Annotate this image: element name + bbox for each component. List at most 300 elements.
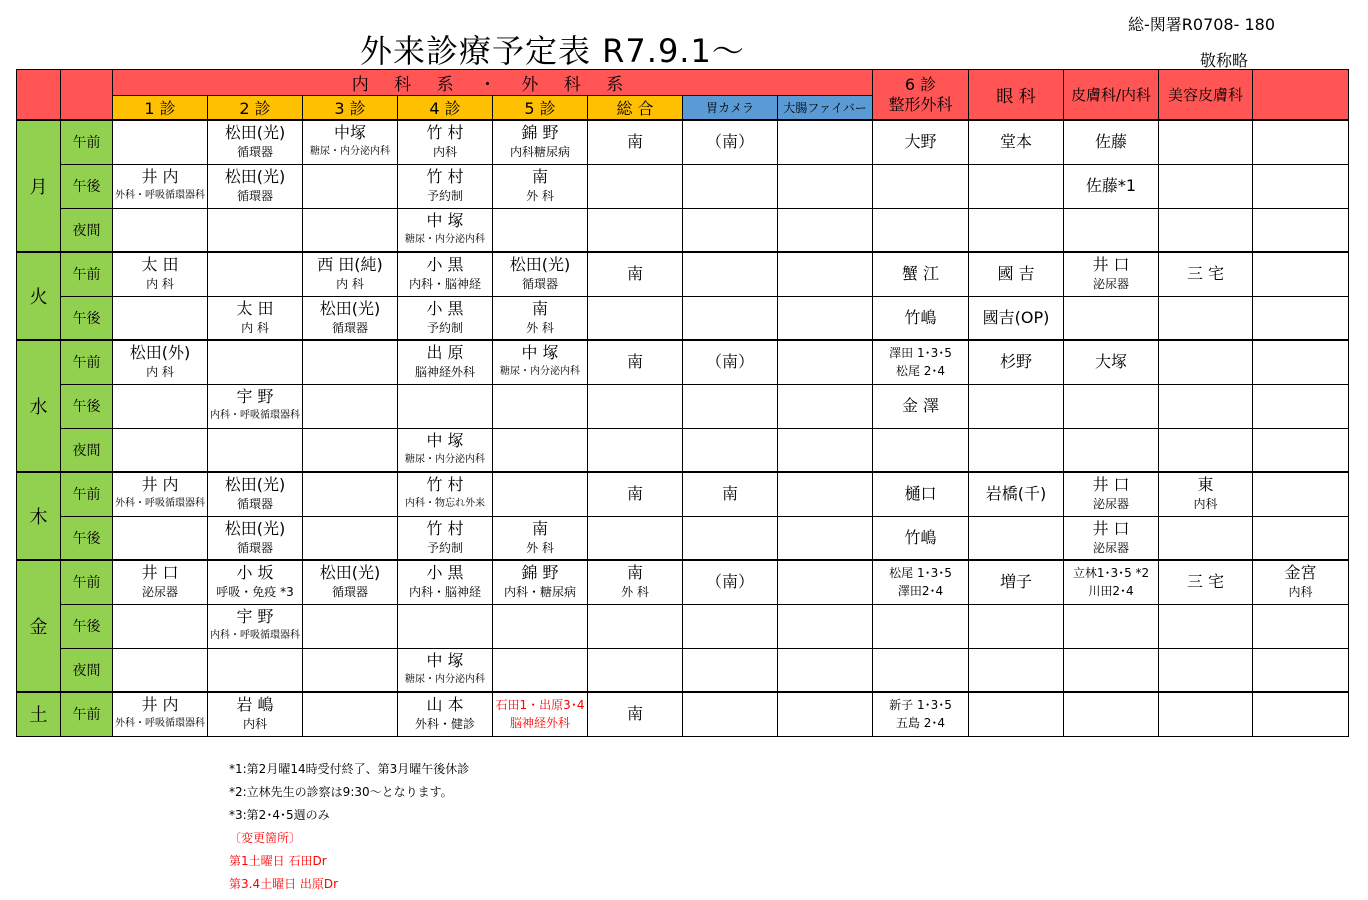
period-night: 夜間: [61, 208, 113, 252]
doctor-name: 太 田: [236, 298, 274, 318]
change-note-2: 第3.4土曜日 出原Dr: [229, 877, 339, 891]
period-am: 午前: [61, 692, 113, 736]
doctor-name: 太 田: [141, 255, 179, 275]
doctor-name: 大野: [904, 132, 937, 152]
cell: [398, 428, 493, 472]
doctor-name: （南）: [705, 352, 754, 372]
specialty: 外 科: [526, 189, 554, 203]
cell: [398, 384, 493, 428]
cell: [778, 560, 873, 604]
cell: [113, 296, 208, 340]
doctor-name: 松田(光): [224, 123, 286, 143]
period-am: 午前: [61, 252, 113, 296]
table-row: [17, 604, 1349, 648]
doctor-name: 井 口: [1092, 518, 1130, 538]
cell: [778, 384, 873, 428]
doctor-name: 中塚: [333, 123, 366, 143]
cell: [873, 560, 969, 604]
cell: [683, 516, 778, 560]
cell: [113, 384, 208, 428]
cell: [1064, 428, 1159, 472]
cell: [398, 164, 493, 208]
doctor-name: 佐藤*1: [1085, 176, 1137, 195]
cell: [969, 516, 1064, 560]
cell: [588, 384, 683, 428]
doctor-name: 南: [626, 352, 643, 372]
table-row: [17, 648, 1349, 692]
cell: [1253, 560, 1349, 604]
header-colonoscopy: 大腸ファイバー: [778, 96, 873, 121]
doctor-name: 杉野: [999, 352, 1032, 372]
cell: [1159, 648, 1253, 692]
cell: [493, 428, 588, 472]
cell: [683, 560, 778, 604]
specialty: 外科・呼吸循環器科: [115, 498, 205, 510]
period-am: 午前: [61, 120, 113, 164]
cell: [683, 472, 778, 516]
doctor-name: 竹 村: [426, 167, 464, 186]
cell: [969, 340, 1064, 384]
cell: [208, 560, 303, 604]
header-room-2: 2 診: [208, 96, 303, 121]
doctor-name: 國 吉: [997, 264, 1035, 284]
doctor-name: （南）: [705, 132, 754, 152]
cell: [1159, 560, 1253, 604]
cell: [588, 164, 683, 208]
cell: [303, 120, 398, 164]
cell: [969, 692, 1064, 736]
cell: [113, 472, 208, 516]
specialty: 循環器: [521, 277, 558, 292]
specialty: 糖尿・内分泌内科: [500, 366, 580, 378]
header-sixth-label: 6 診: [904, 74, 937, 94]
cell: [493, 648, 588, 692]
cell: [303, 604, 398, 648]
day-tue: 火: [17, 252, 61, 340]
specialty: 外 科: [526, 540, 554, 555]
cell: [493, 560, 588, 604]
specialty: 内科: [242, 717, 267, 732]
table-row: [17, 692, 1349, 736]
period-night: 夜間: [61, 648, 113, 692]
cell: [1253, 340, 1349, 384]
doctor-name: 金宮: [1284, 563, 1317, 583]
cell: [778, 604, 873, 648]
period-pm: 午後: [61, 384, 113, 428]
period-am: 午前: [61, 560, 113, 604]
cell: [1253, 164, 1349, 208]
header-sixth-orthopedics: [873, 70, 969, 121]
cell: [873, 252, 969, 296]
cell: [1064, 384, 1159, 428]
doctor-name: 南: [531, 167, 548, 186]
specialty: 外 科: [526, 320, 554, 335]
cell: [208, 648, 303, 692]
cell: [208, 296, 303, 340]
doctor-name: 小 黒: [426, 255, 464, 275]
doctor-name: 松田(光): [319, 298, 381, 318]
cell: [1159, 384, 1253, 428]
cell: [208, 516, 303, 560]
specialty: 内 科: [146, 277, 174, 292]
specialty: 外科・健診: [414, 717, 475, 732]
footnote-1: *1:第2月曜14時受付終了、第3月曜午後休診: [229, 762, 470, 776]
header-gastroscope: 胃カメラ: [683, 96, 778, 121]
cell: [588, 604, 683, 648]
specialty: 内科・呼吸循環器科: [210, 630, 300, 641]
period-am: 午前: [61, 340, 113, 384]
cell: [588, 428, 683, 472]
cell: [1064, 340, 1159, 384]
doctor-name: 出 原: [426, 343, 464, 363]
cell: [778, 120, 873, 164]
header-orthopedics-label: 整形外科: [888, 94, 953, 114]
header-room-3: 3 診: [303, 96, 398, 121]
change-note-1: 第1土曜日 石田Dr: [229, 854, 327, 868]
cell: [778, 252, 873, 296]
cell: [1064, 648, 1159, 692]
header-room-5: 5 診: [493, 96, 588, 121]
specialty: 循環器: [236, 189, 273, 203]
doctor-schedule: 松尾 1･3･5: [889, 566, 952, 581]
header-eye: 眼 科: [969, 70, 1064, 121]
period-pm: 午後: [61, 296, 113, 340]
cell: [1159, 516, 1253, 560]
doctor-name: 中 塚: [426, 650, 464, 670]
cell: [113, 208, 208, 252]
cell: [208, 384, 303, 428]
cell: [493, 340, 588, 384]
doctor-name: 金 澤: [901, 396, 940, 415]
cell: [493, 604, 588, 648]
cell: [1253, 516, 1349, 560]
header-dermatology: 皮膚科/内科: [1064, 70, 1159, 121]
cell: [398, 472, 493, 516]
footnote-2: *2:立林先生の診察は9:30～となります。: [229, 785, 453, 799]
doctor-name: 山 本: [426, 695, 464, 715]
cell: [398, 648, 493, 692]
cell: [778, 692, 873, 736]
cell: [873, 604, 969, 648]
specialty: 予約制: [426, 189, 463, 203]
doctor-name: 佐藤: [1094, 132, 1127, 152]
cell: [208, 164, 303, 208]
cell: [113, 340, 208, 384]
cell: [683, 648, 778, 692]
doctor-name: 松田(光): [319, 563, 381, 583]
cell: [113, 604, 208, 648]
cell: [113, 692, 208, 736]
doctor-name: 蟹 江: [901, 264, 940, 284]
doctor-schedule: 立林1･3･5 *2: [1072, 566, 1150, 581]
cell: [493, 164, 588, 208]
doctor-schedule: 澤田 1･3･5: [889, 346, 952, 361]
cell: [588, 252, 683, 296]
cell: [969, 208, 1064, 252]
cell: [1064, 120, 1159, 164]
cell: [1253, 472, 1349, 516]
cell: [588, 516, 683, 560]
cell: [1064, 692, 1159, 736]
specialty: 糖尿・内分泌内科: [310, 146, 390, 158]
schedule-table: [16, 69, 1349, 737]
specialty: 内科・糖尿病: [503, 585, 576, 600]
doctor-name: 小 黒: [426, 563, 464, 583]
doctor-name: 井 内: [141, 695, 179, 715]
header-general: 総 合: [588, 96, 683, 121]
cell: [1159, 472, 1253, 516]
doctor-name: 宇 野: [236, 387, 274, 406]
cell: [588, 472, 683, 516]
cell: [398, 208, 493, 252]
specialty: 糖尿・内分泌内科: [405, 453, 485, 465]
table-row: [17, 472, 1349, 516]
doctor-schedule: 新子 1･3･5: [889, 698, 952, 713]
cell: [969, 120, 1064, 164]
doctor-name: 竹嶋: [904, 307, 937, 327]
doctor-name: 小 黒: [426, 298, 464, 318]
cell: [969, 164, 1064, 208]
changes-heading: 〔変更箇所〕: [229, 831, 302, 845]
specialty: 循環器: [236, 540, 273, 555]
footnote-3: *3:第2･4･5週のみ: [229, 808, 330, 822]
cell: [1253, 692, 1349, 736]
specialty: 予約制: [426, 320, 463, 335]
doctor-schedule-changed: 石田1・出原3･4: [495, 698, 585, 713]
cell: [683, 164, 778, 208]
specialty: 内科・脳神経: [408, 585, 481, 600]
cell: [1253, 604, 1349, 648]
specialty: 泌尿器: [1092, 540, 1129, 555]
cell: [1159, 164, 1253, 208]
cell: [398, 296, 493, 340]
cell: [208, 604, 303, 648]
cell: [208, 208, 303, 252]
doctor-name: 松田(光): [509, 255, 571, 275]
cell: [1253, 384, 1349, 428]
cell: [1159, 208, 1253, 252]
cell: [969, 428, 1064, 472]
header-room-4: 4 診: [398, 96, 493, 121]
specialty: 脳神経外科: [414, 365, 475, 380]
doctor-name: 井 口: [1092, 255, 1130, 275]
specialty: 内科・脳神経: [408, 277, 481, 292]
corner-cell-2: [61, 70, 113, 121]
cell: [303, 472, 398, 516]
specialty: 糖尿・内分泌内科: [405, 673, 485, 685]
day-thu: 木: [17, 472, 61, 560]
cell: [1253, 208, 1349, 252]
specialty: 内 科: [241, 320, 269, 335]
table-row: [17, 560, 1349, 604]
footnotes: [229, 762, 469, 900]
cell: [113, 516, 208, 560]
table-row: [17, 384, 1349, 428]
doctor-name: 井 口: [1092, 475, 1130, 495]
cell: [683, 604, 778, 648]
cell: [208, 252, 303, 296]
cell: [1253, 428, 1349, 472]
cell: [1064, 604, 1159, 648]
specialty: 内科糖尿病: [509, 145, 570, 160]
cell: [588, 296, 683, 340]
doctor-name: 南: [626, 563, 643, 583]
period-pm: 午後: [61, 604, 113, 648]
cell: [493, 120, 588, 164]
cell: [398, 692, 493, 736]
cell: [1064, 164, 1159, 208]
cell: [493, 692, 588, 736]
cell: [398, 120, 493, 164]
cell: [398, 516, 493, 560]
cell: [398, 604, 493, 648]
doctor-name: 中 塚: [521, 343, 559, 363]
doctor-name: 南: [626, 132, 643, 152]
cell: [493, 516, 588, 560]
doctor-schedule: 川田2･4: [1088, 584, 1134, 599]
doctor-schedule: 松尾 2･4: [895, 364, 946, 379]
cell: [969, 296, 1064, 340]
cell: [683, 120, 778, 164]
doctor-name: 岩 嶋: [236, 695, 274, 715]
cell: [778, 296, 873, 340]
specialty: 泌尿器: [1092, 497, 1129, 512]
doctor-name: 竹嶋: [904, 527, 937, 547]
cell: [778, 472, 873, 516]
cell: [303, 252, 398, 296]
doctor-name: 宇 野: [236, 607, 274, 626]
cell: [113, 164, 208, 208]
doctor-name: 南: [626, 264, 643, 284]
cell: [398, 560, 493, 604]
doctor-schedule: 五島 2･4: [895, 716, 946, 731]
cell: [1159, 296, 1253, 340]
doctor-name: 松田(外): [129, 343, 191, 363]
cell: [683, 428, 778, 472]
cell: [683, 692, 778, 736]
cell: [778, 340, 873, 384]
cell: [1064, 560, 1159, 604]
cell: [873, 516, 969, 560]
cell: [588, 648, 683, 692]
period-pm: 午後: [61, 164, 113, 208]
doctor-name: 増子: [999, 572, 1032, 592]
specialty: 呼吸・免疫 *3: [216, 585, 294, 600]
specialty: 循環器: [236, 497, 273, 512]
day-fri: 金: [17, 560, 61, 692]
cell: [778, 428, 873, 472]
cell: [303, 516, 398, 560]
table-row: [17, 340, 1349, 384]
cell: [873, 208, 969, 252]
cell: [873, 164, 969, 208]
cell: [493, 252, 588, 296]
cell: [1064, 296, 1159, 340]
cell: [1064, 472, 1159, 516]
cell: [1064, 208, 1159, 252]
doctor-name: 井 内: [141, 475, 179, 495]
cell: [1159, 340, 1253, 384]
specialty: 外科・呼吸循環器科: [115, 190, 205, 201]
cell: [873, 384, 969, 428]
document-id: 総-関署R0708- 180: [1128, 15, 1276, 34]
doctor-name: 松田(光): [224, 475, 286, 495]
cell: [208, 340, 303, 384]
doctor-name: 竹 村: [426, 475, 464, 495]
doctor-name: 大塚: [1094, 352, 1127, 372]
doctor-name: 松田(光): [224, 518, 286, 538]
cell: [113, 252, 208, 296]
cell: [683, 208, 778, 252]
cell: [493, 208, 588, 252]
cell: [588, 208, 683, 252]
specialty: 内 科: [336, 277, 364, 292]
doctor-name: 樋口: [904, 484, 937, 504]
cell: [208, 120, 303, 164]
cell: [303, 384, 398, 428]
specialty: 内科・物忘れ外来: [405, 498, 485, 510]
cell: [873, 692, 969, 736]
specialty: 泌尿器: [141, 585, 178, 600]
cell: [778, 516, 873, 560]
period-am: 午前: [61, 472, 113, 516]
doctor-name: 南: [531, 298, 548, 318]
table-row: [17, 516, 1349, 560]
cell: [969, 252, 1064, 296]
doctor-name: 南: [531, 518, 548, 538]
period-pm: 午後: [61, 516, 113, 560]
doctor-name: 東: [1197, 475, 1214, 495]
doctor-name: 國吉(OP): [982, 307, 1050, 327]
cell: [588, 120, 683, 164]
cell: [493, 472, 588, 516]
cell: [588, 560, 683, 604]
doctor-name: 竹 村: [426, 123, 464, 143]
header-blank: [1253, 70, 1349, 121]
cell: [398, 340, 493, 384]
specialty: 外 科: [621, 585, 649, 600]
cell: [683, 384, 778, 428]
cell: [1253, 252, 1349, 296]
specialty: 泌尿器: [1092, 277, 1129, 292]
cell: [208, 472, 303, 516]
doctor-name: 松田(光): [224, 167, 286, 186]
doctor-name: 三 宅: [1186, 572, 1225, 592]
cell: [303, 560, 398, 604]
specialty: 予約制: [426, 540, 463, 555]
cell: [303, 164, 398, 208]
cell: [113, 648, 208, 692]
specialty: 循環器: [331, 320, 368, 335]
page-title: 外来診療予定表 R7.9.1～: [360, 32, 745, 70]
table-row: [17, 252, 1349, 296]
doctor-name: 小 坂: [236, 563, 274, 583]
specialty: 内科・呼吸循環器科: [210, 410, 300, 421]
cell: [778, 208, 873, 252]
cell: [303, 428, 398, 472]
cell: [113, 560, 208, 604]
doctor-name: 南: [721, 484, 738, 504]
cell: [1253, 120, 1349, 164]
cell: [208, 692, 303, 736]
cell: [969, 560, 1064, 604]
cell: [303, 340, 398, 384]
cell: [303, 208, 398, 252]
honorific-note: 敬称略: [1200, 51, 1249, 70]
specialty: 循環器: [331, 585, 368, 600]
doctor-name: 西 田(純): [317, 255, 383, 275]
table-row: [17, 296, 1349, 340]
